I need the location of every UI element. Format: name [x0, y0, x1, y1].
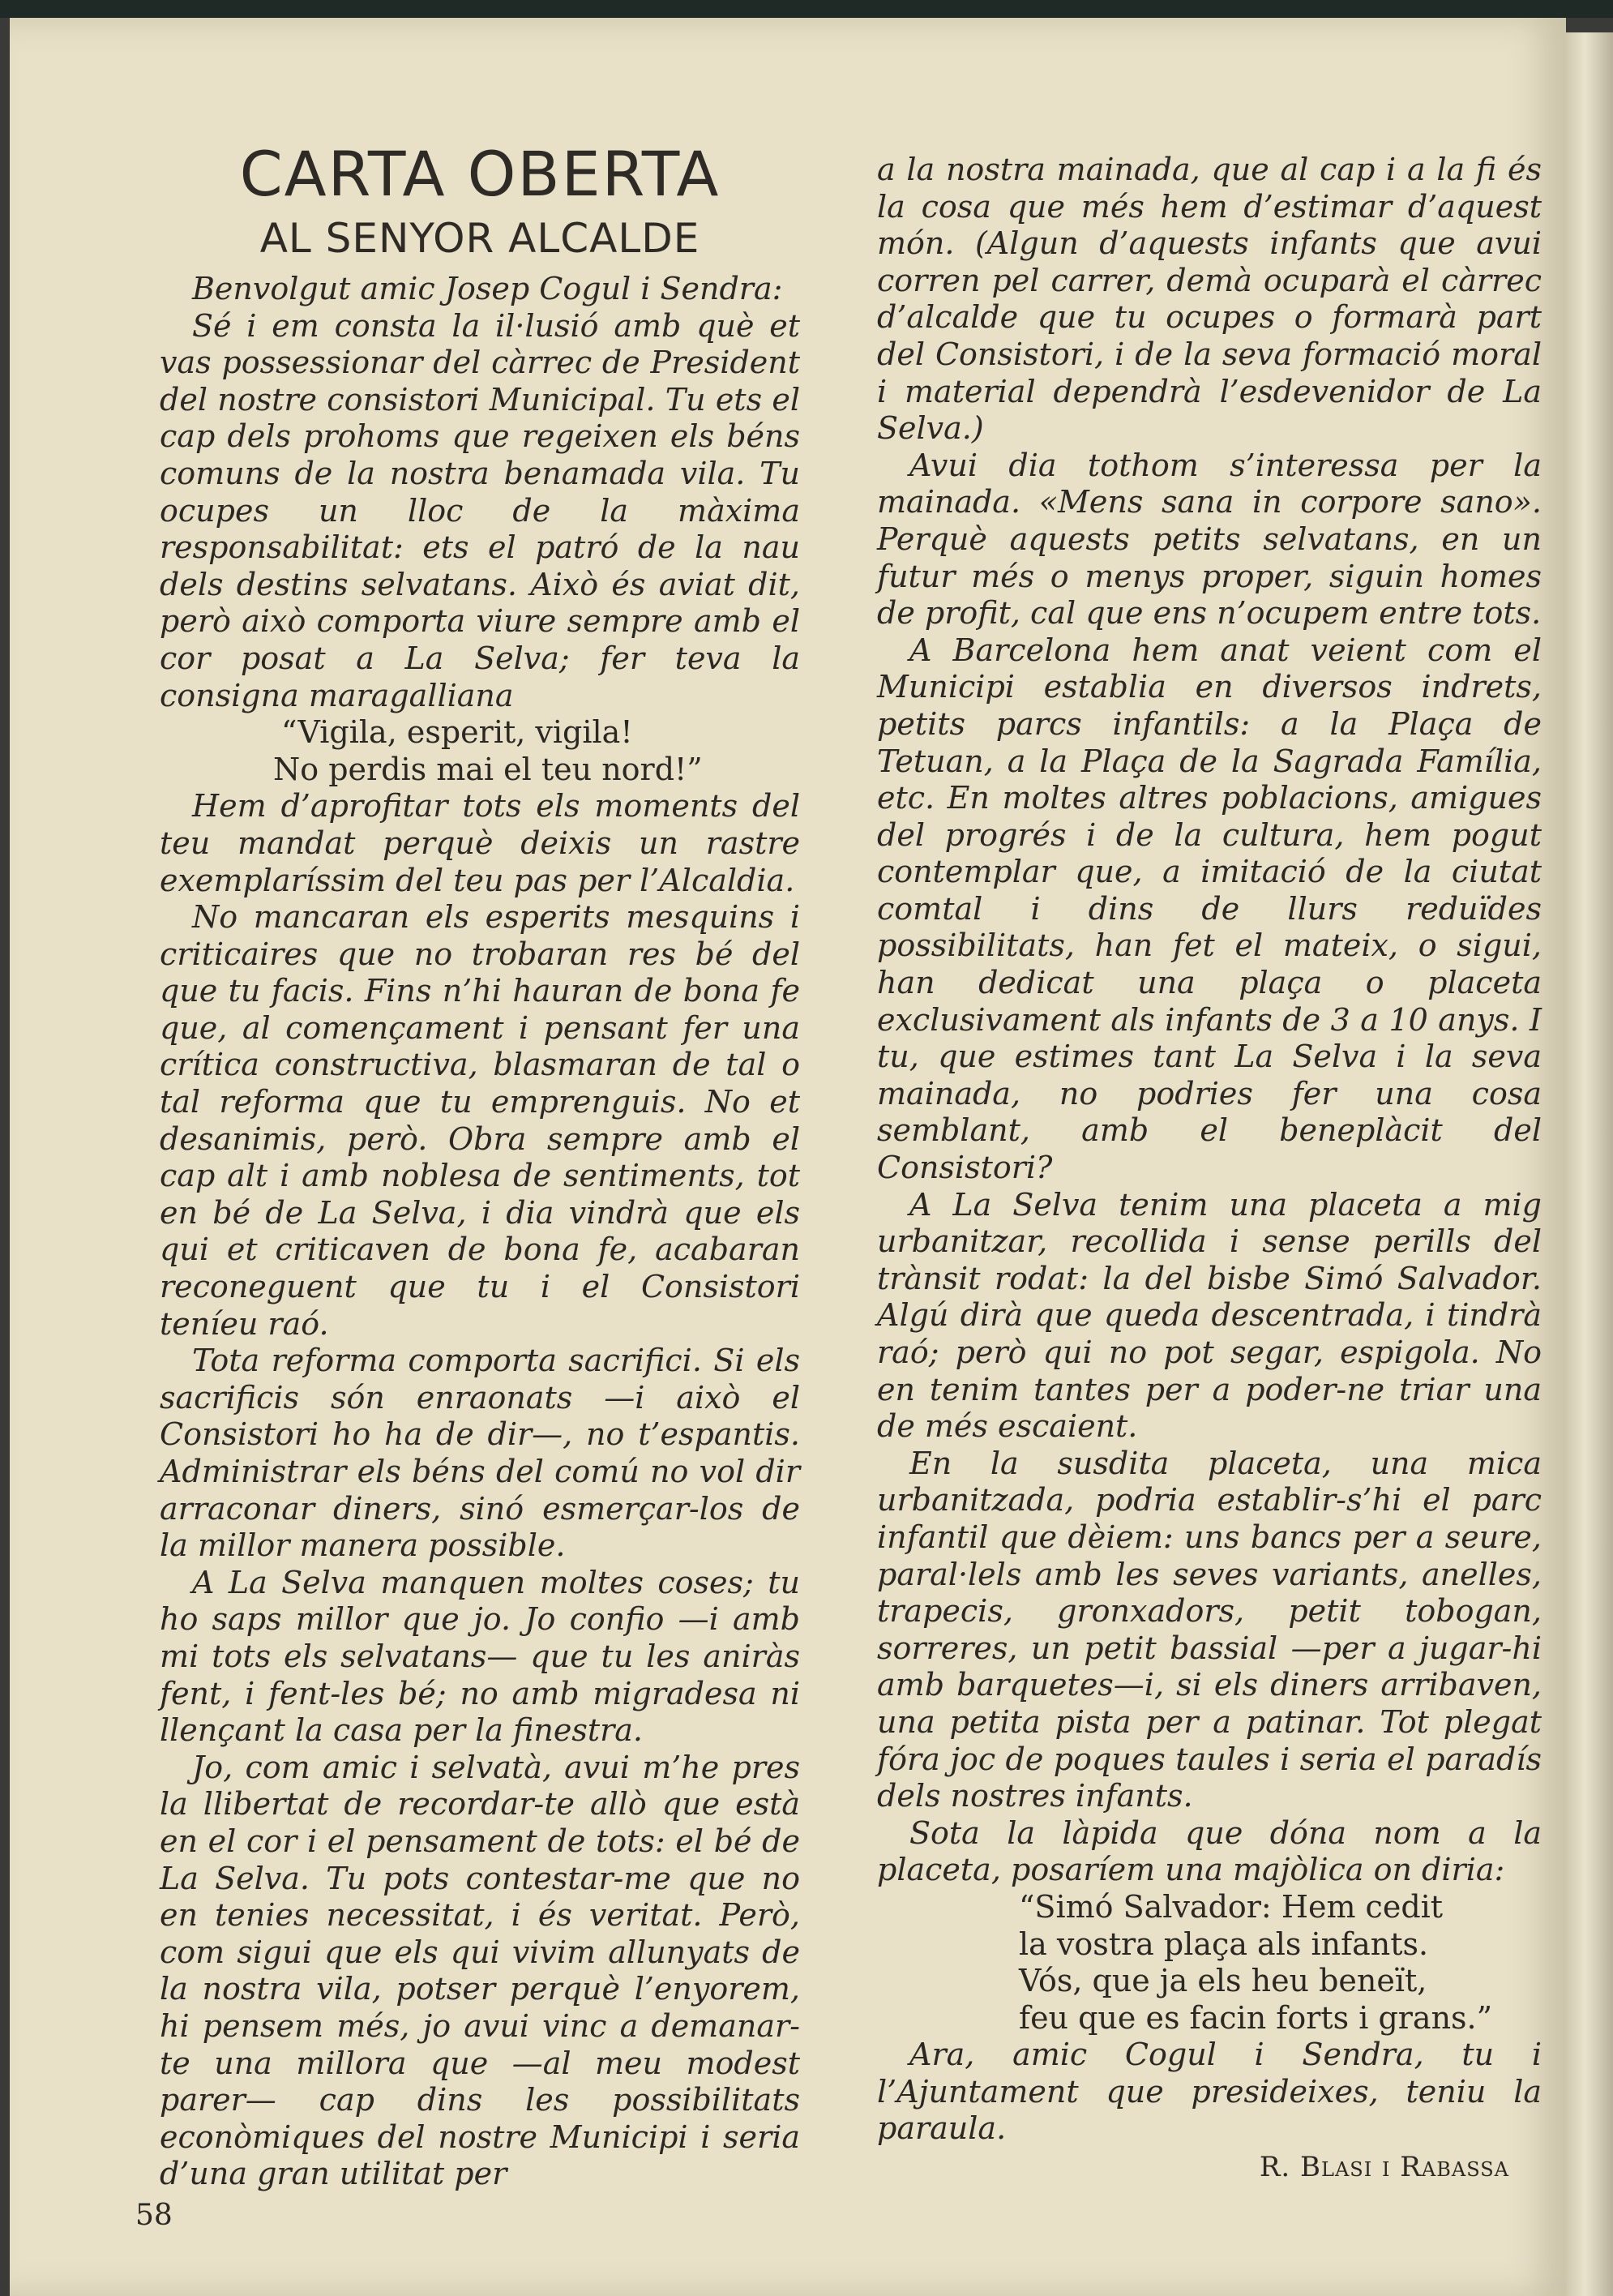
quote-line: feu que es facin forts i grans.” — [1019, 1999, 1493, 2036]
paragraph: Avui dia tothom s’interessa per la mainada. «Mens sana in corpore sano». Perquè aquests petits selvatans, en un futur més o menys proper, siguin homes de profit, cal que ens n’ocupem entre tots. — [877, 447, 1542, 632]
article-title: CARTA OBERTA — [239, 138, 721, 210]
magazine-page — [10, 18, 1566, 2296]
quote-line: Vós, que ja els heu beneït, — [1019, 1963, 1427, 1999]
right-column — [877, 152, 1542, 2187]
next-page-edge — [1566, 32, 1613, 2296]
paragraph: Tota reforma comporta sacrifici. Si els sacrificis són enraonats —i això el Consistori ho ha de dir—, no t’espantis. Administrar els béns del comú no vol dir arraconar diners, sinó esmerçar-los de la millor manera possible. — [160, 1343, 800, 1564]
salutation: Benvolgut amic Josep Cogul i Sendra: — [192, 271, 783, 306]
paragraph: En la susdita placeta, una mica urbanitzada, podria establir-s’hi el parc infantil que dèiem: uns bancs per a seure, paral·lels amb les seves variants, anelles, trapecis, gronxadors, petit tobogan, sorreres, un petit bassial —per a jugar-hi amb barquetes—i, si els diners arribaven, una petita pista per a patinar. Tot plegat fóra joc de poques taules i seria el paradís dels nostres infants. — [877, 1445, 1542, 1814]
quote-line: la vostra plaça als infants. — [1019, 1925, 1429, 1962]
paragraph: Hem d’aprofitar tots els moments del teu mandat perquè deixis un rastre exemplaríssim del teu pas per l’Alcaldia. — [160, 788, 800, 898]
paragraph: A La Selva tenim una placeta a mig urbanitzar, recollida i sense perills del trànsit rodat: la del bisbe Simó Salvador. Algú dirà que queda descentrada, i tindrà raó; però qui no pot segar, espigola. No en tenim tantes per a poder-ne triar una de més escaient. — [877, 1186, 1542, 1445]
left-column — [160, 139, 800, 2193]
page-number: 58 — [135, 2199, 173, 2232]
scan-frame-top — [0, 0, 1613, 18]
quote-line: “Simó Salvador: Hem cedit — [1019, 1888, 1444, 1925]
paragraph: A La Selva manquen moltes coses; tu ho saps millor que jo. Jo confio —i amb mi tots els selvatans— que tu les aniràs fent, i fent-les bé; no amb migradesa ni llençant la casa per la finestra. — [160, 1564, 800, 1749]
paragraph: A Barcelona hem anat veient com el Municipi establia en diversos indrets, petits parcs infantils: a la Plaça de Tetuan, a la Plaça de la Sagrada Família, etc. En moltes altres poblacions, amigues del progrés i de la cultura, hem pogut contemplar que, a imitació de la ciutat comtal i dins de llurs reduïdes possibilitats, han fet el mateix, o sigui, han dedicat una plaça o placeta exclusivament als infants de 3 a 10 anys. I tu, que estimes tant La Selva i la seva mainada, no podries fer una cosa semblant, amb el beneplàcit del Consistori? — [877, 632, 1542, 1186]
paragraph: Sota la làpida que dóna nom a la placeta, posaríem una majòlica on diria: — [877, 1814, 1542, 1888]
closing-paragraph: Ara, amic Cogul i Sendra, tu i l’Ajuntament que presideixes, teniu la paraula. — [877, 2037, 1542, 2147]
article-subtitle: AL SENYOR ALCALDE — [259, 215, 700, 262]
paragraph: No mancaran els esperits mesquins i criticaires que no trobaran res bé del que tu facis. Fins n’hi hauran de bona fe que, al començament i pensant fer una crítica constructiva, blasmaran de tal o tal reforma que tu emprenguis. No et desanimis, però. Obra sempre amb el cap alt i amb noblesa de sentiments, tot en bé de La Selva, i dia vindrà que els qui et criticaven de bona fe, acabaran reconeguent que tu i el Consistori teníeu raó. — [160, 899, 800, 1342]
verse-line: “Vigila, esperit, vigila! — [281, 714, 633, 751]
verse-line: No perdis mai el teu nord!” — [273, 751, 703, 787]
paragraph: a la nostra mainada, que al cap i a la fi és la cosa que més hem d’estimar d’aquest món. (Algun d’aquests infants que avui corren pel carrer, demà ocuparà el càrrec d’alcalde que tu ocupes o formarà part del Consistori, i de la seva formació moral i material dependrà l’esdevenidor de La Selva.) — [877, 152, 1542, 447]
author-signature: R. Blasi i Rabassa — [1259, 2151, 1509, 2184]
paragraph: Sé i em consta la il·lusió amb què et vas possessionar del càrrec de President del nostre consistori Municipal. Tu ets el cap dels prohoms que regeixen els béns comuns de la nostra benamada vila. Tu ocupes un lloc de la màxima responsabilitat: ets el patró de la nau dels destins selvatans. Això és aviat dit, però això comporta viure sempre amb el cor posat a La Selva; fer teva la consigna maragalliana — [160, 307, 800, 713]
paragraph: Jo, com amic i selvatà, avui m’he pres la llibertat de recordar-te allò que està en el cor i el pensament de tots: el bé de La Selva. Tu pots contestar-me que no en tenies necessitat, i és veritat. Però, com sigui que els qui vivim allunyats de la nostra vila, potser perquè l’enyorem, hi pensem més, jo avui vinc a demanar-te una millora que —al meu modest parer— cap dins les possibilitats econòmiques del nostre Municipi i seria d’una gran utilitat per — [160, 1749, 800, 2192]
